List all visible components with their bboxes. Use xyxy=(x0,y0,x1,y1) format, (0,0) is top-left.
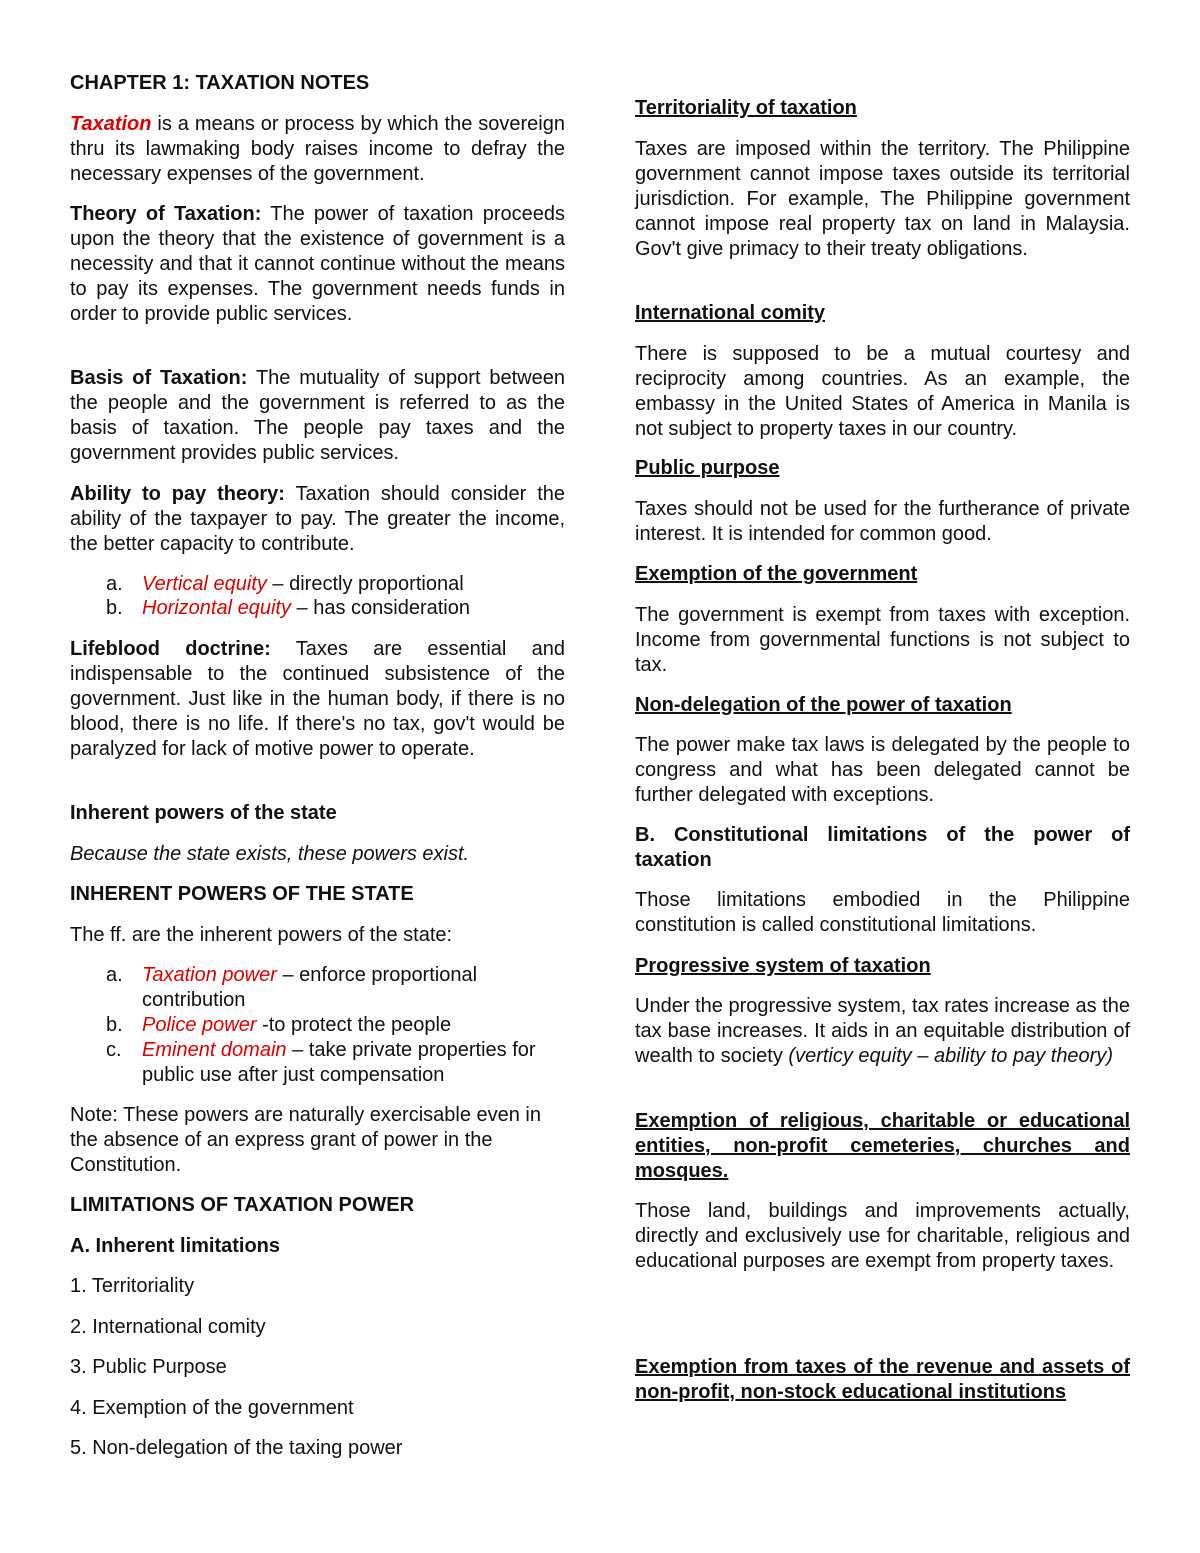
eminent-domain-term: Eminent domain xyxy=(142,1039,287,1061)
theory-label: Theory of Taxation: xyxy=(70,203,262,225)
police-power-term: Police power xyxy=(142,1014,257,1036)
limitation-item: 3. Public Purpose xyxy=(70,1356,227,1378)
taxation-power-term: Taxation power xyxy=(142,964,277,986)
list-item xyxy=(70,596,565,621)
taxation-power-text: – enforce proportional contribution xyxy=(142,964,478,1011)
inherent-powers-heading: Inherent powers of the state xyxy=(70,802,337,824)
list-marker: a. xyxy=(106,573,123,595)
list-marker: a. xyxy=(106,964,123,986)
basis-text: The mutuality of support between the people and the government is referred to as the basis of taxation. The people pay taxes and the government provides public services. xyxy=(70,367,565,464)
limitations-caps-heading: LIMITATIONS OF TAXATION POWER xyxy=(70,1194,415,1216)
list-marker: c. xyxy=(106,1039,122,1061)
public-purpose-text: Taxes should not be used for the furtherance of private interest. It is intended for common good. xyxy=(635,498,1130,545)
comity-heading: International comity xyxy=(635,302,826,324)
vertical-equity-text: – directly proportional xyxy=(266,573,464,595)
progressive-paragraph xyxy=(635,994,1130,1069)
lifeblood-text: Taxes are essential and indispensable to the continued subsistence of the government. Just like in the human body, if there is no blood, there is no life. If there's no tax, gov't would be paralyzed for lack of motive power to operate. xyxy=(70,638,565,760)
limitation-item: 1. Territoriality xyxy=(70,1275,195,1297)
lifeblood-label: Lifeblood doctrine: xyxy=(70,638,271,660)
progressive-italic: (verticy equity – ability to pay theory) xyxy=(788,1045,1114,1067)
public-purpose-heading: Public purpose xyxy=(635,457,780,479)
inherent-powers-italic: Because the state exists, these powers exist. xyxy=(70,843,470,865)
vertical-equity-term: Vertical equity xyxy=(142,573,267,595)
horizontal-equity-term: Horizontal equity xyxy=(142,597,291,619)
inherent-powers-caps-heading: INHERENT POWERS OF THE STATE xyxy=(70,883,414,905)
note-paragraph: Note: These powers are naturally exercisable even in the absence of an express grant of power in the Constitution. xyxy=(70,1104,541,1176)
religious-exemption-heading: Exemption of religious, charitable or educational entities, non-profit cemeteries, churches and mosques. xyxy=(635,1110,1130,1182)
list-marker: b. xyxy=(106,597,123,619)
taxation-term: Taxation xyxy=(70,113,152,135)
lifeblood-paragraph xyxy=(70,637,565,762)
religious-exemption-text: Those land, buildings and improvements actually, directly and exclusively use for charitable, religious and educational purposes are exempt from property taxes. xyxy=(635,1200,1130,1272)
list-marker: b. xyxy=(106,1014,123,1036)
list-item xyxy=(70,1013,565,1038)
progressive-text: Under the progressive system, tax rates increase as the tax base increases. It aids in an equitable distribution of wealth to society xyxy=(635,995,1130,1067)
horizontal-equity-text: – has consideration xyxy=(290,597,470,619)
theory-text: The power of taxation proceeds upon the theory that the existence of government is a necessity and that it cannot continue without the means to pay its expenses. The government needs funds in order to provide public services. xyxy=(70,203,565,325)
territoriality-text: Taxes are imposed within the territory. The Philippine government cannot impose taxes outside its territorial jurisdiction. For example, The Philippine government cannot impose real property tax on land in Malaysia. Gov't give primacy to their treaty obligations. xyxy=(635,138,1130,260)
police-power-text: -to protect the people xyxy=(256,1014,452,1036)
list-item xyxy=(70,1038,565,1088)
constitutional-text: Those limitations embodied in the Philippine constitution is called constitutional limitations. xyxy=(635,889,1130,936)
non-delegation-heading: Non-delegation of the power of taxation xyxy=(635,694,1012,716)
limitation-item: 2. International comity xyxy=(70,1316,266,1338)
ability-label: Ability to pay theory: xyxy=(70,483,285,505)
theory-paragraph xyxy=(70,202,565,327)
revenue-exemption-heading: Exemption from taxes of the revenue and assets of non-profit, non-stock educational institutions xyxy=(635,1356,1130,1403)
limitation-item: 4. Exemption of the government xyxy=(70,1397,354,1419)
ability-paragraph xyxy=(70,482,565,557)
limitation-item: 5. Non-delegation of the taxing power xyxy=(70,1437,403,1459)
comity-text: There is supposed to be a mutual courtesy and reciprocity among countries. As an example, the embassy in the United States of America in Manila is not subject to property taxes in our country. xyxy=(635,343,1130,440)
basis-paragraph xyxy=(70,366,565,466)
basis-label: Basis of Taxation: xyxy=(70,367,248,389)
list-item xyxy=(70,963,565,1013)
list-item xyxy=(70,572,565,597)
exemption-government-heading: Exemption of the government xyxy=(635,563,918,585)
inherent-limitations-heading: A. Inherent limitations xyxy=(70,1235,281,1257)
inherent-powers-intro: The ff. are the inherent powers of the state: xyxy=(70,924,453,946)
territoriality-heading: Territoriality of taxation xyxy=(635,97,857,119)
chapter-title: CHAPTER 1: TAXATION NOTES xyxy=(70,72,370,94)
taxation-text: is a means or process by which the sovereign thru its lawmaking body raises income to defray the necessary expenses of the government. xyxy=(70,113,565,185)
exemption-government-text: The government is exempt from taxes with exception. Income from governmental functions is not subject to tax. xyxy=(635,604,1130,676)
progressive-heading: Progressive system of taxation xyxy=(635,955,931,977)
ability-text: Taxation should consider the ability of the taxpayer to pay. The greater the income, the better capacity to contribute. xyxy=(70,483,565,555)
eminent-domain-text: – take private properties for public use after just compensation xyxy=(142,1039,536,1086)
non-delegation-text: The power make tax laws is delegated by the people to congress and what has been delegated cannot be further delegated with exceptions. xyxy=(635,734,1130,806)
taxation-definition xyxy=(70,112,565,187)
constitutional-heading: B. Constitutional limitations of the power of taxation xyxy=(635,824,1130,871)
